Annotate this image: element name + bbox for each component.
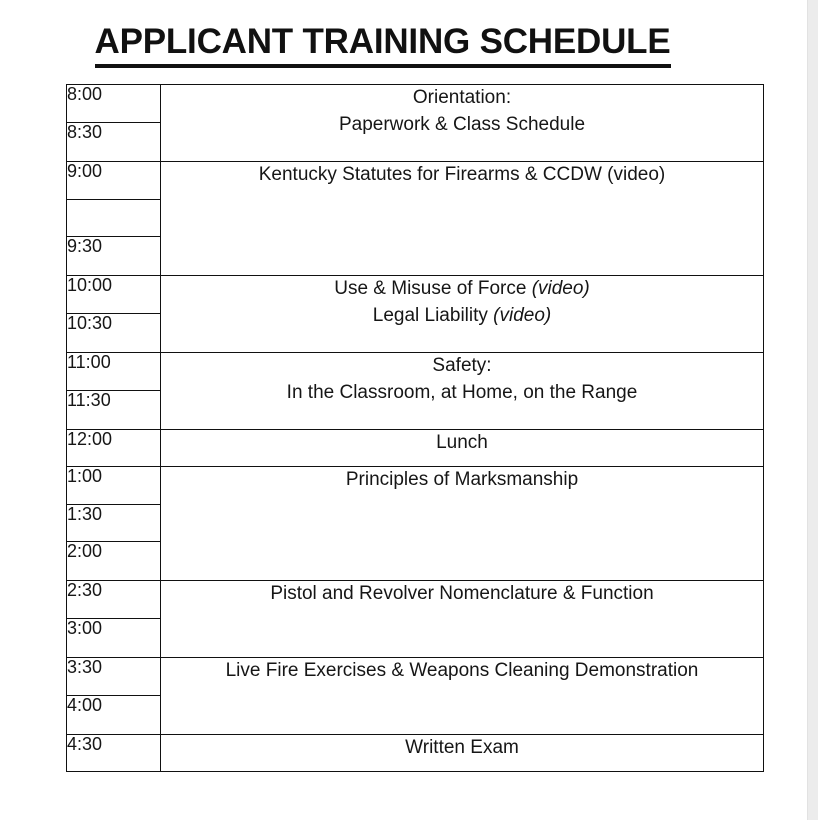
session-line: [161, 276, 763, 303]
table-row: [67, 658, 764, 696]
session-line: Written Exam: [405, 737, 519, 758]
session-line: Lunch: [436, 432, 488, 453]
session-line-text: Use & Misuse of Force: [334, 278, 532, 299]
page-title: [0, 24, 765, 68]
time-cell: 3:30: [67, 658, 161, 696]
table-row: [67, 276, 764, 314]
session-cell: [161, 735, 764, 772]
session-cell: [161, 353, 764, 430]
table-row: [67, 430, 764, 467]
time-cell: 1:30: [67, 505, 161, 542]
video-note: (video): [531, 278, 590, 299]
time-cell-empty: [67, 200, 161, 237]
time-cell: 8:30: [67, 123, 161, 162]
session-line: Pistol and Revolver Nomenclature & Function: [270, 583, 654, 604]
table-row: [67, 85, 764, 123]
time-cell: 11:30: [67, 391, 161, 430]
page-edge-strip: [807, 0, 818, 820]
time-cell: 2:00: [67, 542, 161, 581]
time-cell: 4:00: [67, 696, 161, 735]
schedule-table-body: [67, 85, 764, 772]
session-line: Paperwork & Class Schedule: [338, 113, 586, 135]
time-cell: 4:30: [67, 735, 161, 772]
session-cell: [161, 276, 764, 353]
time-cell: 1:00: [67, 467, 161, 505]
session-line: Safety:: [432, 355, 492, 376]
table-row: [67, 162, 764, 200]
training-schedule-table: [66, 84, 764, 772]
table-row: [67, 353, 764, 391]
session-line: Kentucky Statutes for Firearms & CCDW (video): [258, 164, 666, 185]
table-row: [67, 467, 764, 505]
page-title-text: APPLICANT TRAINING SCHEDULE: [95, 24, 671, 68]
time-cell: 11:00: [67, 353, 161, 391]
session-line: Live Fire Exercises & Weapons Cleaning Demonstration: [225, 660, 699, 681]
session-line: In the Classroom, at Home, on the Range: [286, 381, 638, 403]
time-cell: 8:00: [67, 85, 161, 123]
session-cell: [161, 162, 764, 276]
session-line: Orientation:: [412, 87, 512, 108]
time-cell: 2:30: [67, 581, 161, 619]
session-line: [161, 303, 763, 330]
table-row: [67, 581, 764, 619]
time-cell: 10:30: [67, 314, 161, 353]
time-cell: 10:00: [67, 276, 161, 314]
session-cell: [161, 85, 764, 162]
video-note: (video): [493, 304, 552, 326]
session-cell: [161, 467, 764, 581]
session-cell: [161, 658, 764, 735]
session-cell: [161, 581, 764, 658]
time-cell: 9:00: [67, 162, 161, 200]
table-row: [67, 735, 764, 772]
session-cell: [161, 430, 764, 467]
time-cell: 12:00: [67, 430, 161, 467]
time-cell: 9:30: [67, 237, 161, 276]
time-cell: 3:00: [67, 619, 161, 658]
session-line: Principles of Marksmanship: [345, 469, 579, 490]
session-line-text: Legal Liability: [372, 304, 494, 326]
